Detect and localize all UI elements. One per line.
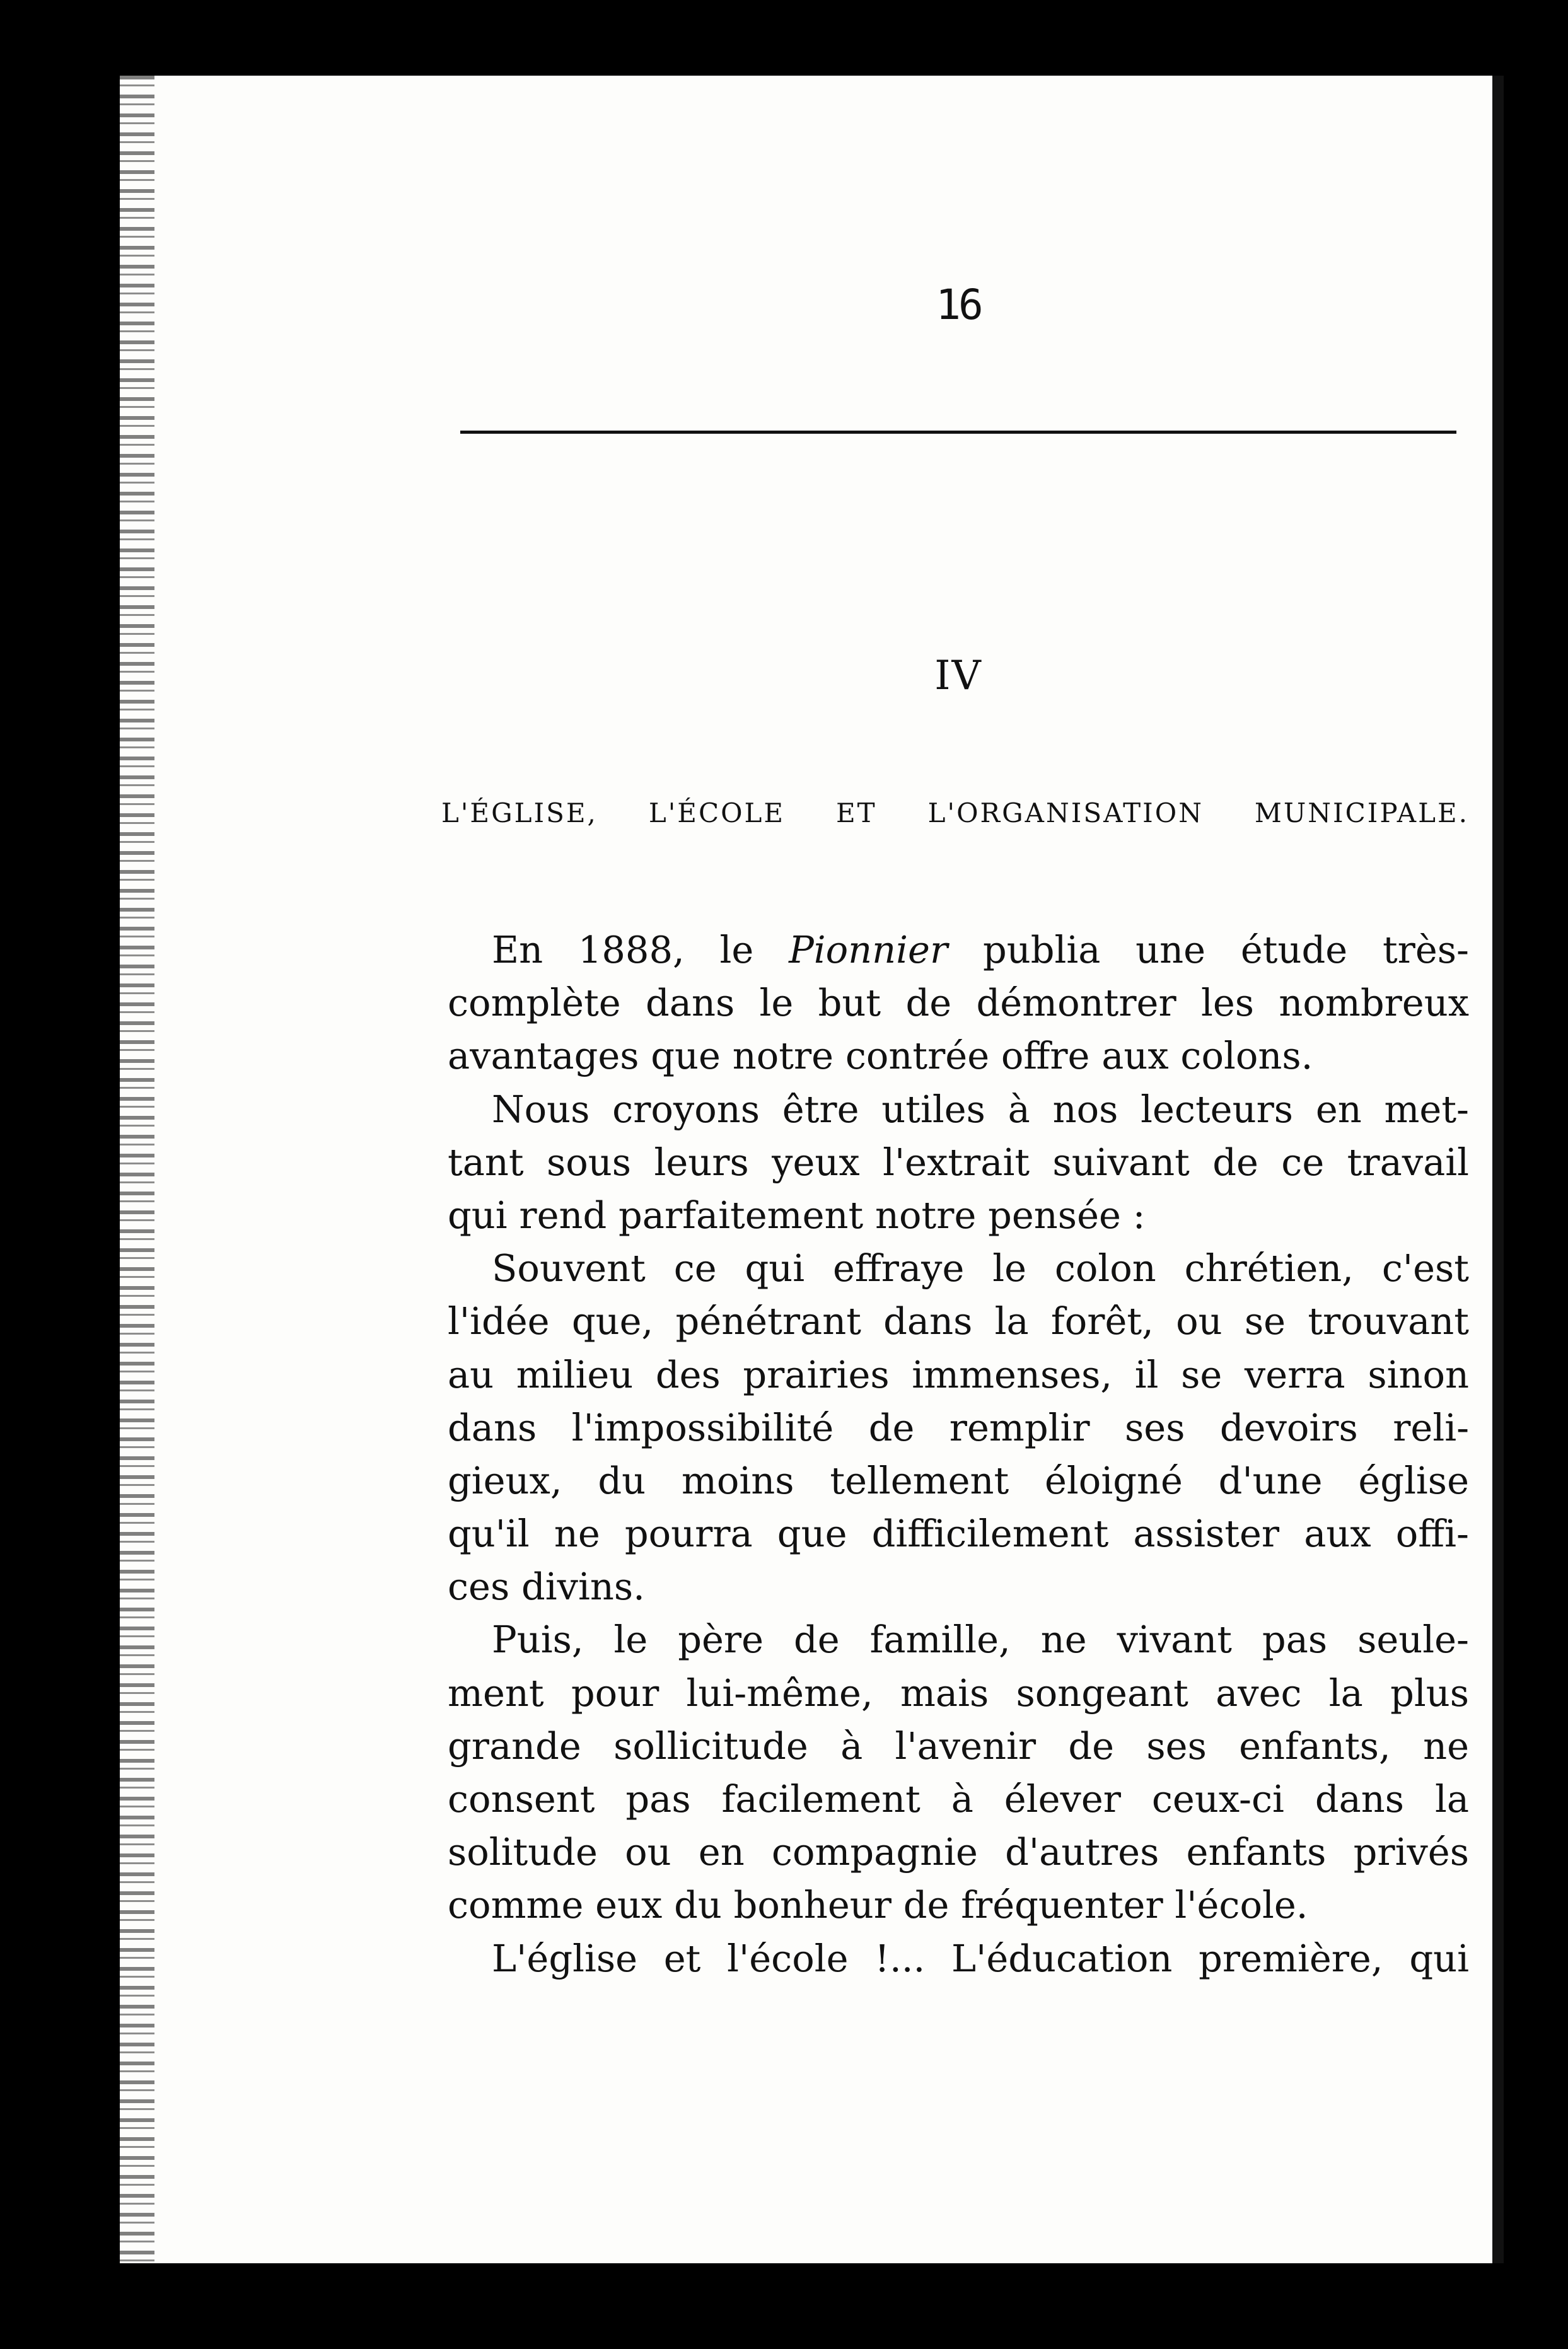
binding-gutter (120, 76, 154, 2263)
text-line: l'idée que, pénétrant dans la forêt, ou se trouvant (448, 1299, 1469, 1343)
text-line: gieux, du moins tellement éloigné d'une église (448, 1458, 1469, 1502)
text-line: ment pour lui-même, mais songeant avec la plus (448, 1671, 1469, 1715)
text-line: dans l'impossibilité de remplir ses devoirs reli- (448, 1405, 1469, 1449)
chapter-title: L'ÉGLISE, L'ÉCOLE ET L'ORGANISATION MUNICIPALE. (441, 798, 1469, 828)
text-line: solitude ou en compagnie d'autres enfants privés (448, 1830, 1469, 1874)
text-line: complète dans le but de démontrer les nombreux (448, 981, 1469, 1025)
text-run: En 1888, le (492, 928, 789, 972)
body-text (448, 924, 1469, 1985)
text-line: ces divins. (448, 1565, 645, 1609)
header-rule (460, 431, 1456, 434)
text-line: qui rend parfaitement notre pensée : (448, 1193, 1146, 1237)
text-run: publia une étude très- (948, 928, 1469, 972)
text-line: Nous croyons être utiles à nos lecteurs en met- (492, 1087, 1469, 1131)
page-edge-shadow (1492, 76, 1504, 2263)
text-line: au milieu des prairies immenses, il se verra sinon (448, 1352, 1469, 1396)
text-line (448, 924, 1469, 977)
text-line: L'église et l'école !... L'éducation première, qui (492, 1936, 1469, 1980)
text-line: consent pas facilement à élever ceux-ci dans la (448, 1777, 1469, 1821)
page-number: 16 (936, 281, 981, 329)
text-line: Souvent ce qui effraye le colon chrétien, c'est (492, 1246, 1469, 1290)
text-line: tant sous leurs yeux l'extrait suivant de ce travail (448, 1140, 1469, 1184)
text-line: Puis, le père de famille, ne vivant pas seule- (492, 1618, 1469, 1662)
chapter-number: IV (934, 652, 982, 699)
text-line: comme eux du bonheur de fréquenter l'école. (448, 1883, 1308, 1927)
text-line: grande sollicitude à l'avenir de ses enfants, ne (448, 1724, 1469, 1768)
text-line: avantages que notre contrée offre aux colons. (448, 1034, 1313, 1078)
text-line: qu'il ne pourra que difficilement assister aux offi- (448, 1512, 1469, 1556)
italic-title: Pionnier (789, 928, 948, 972)
